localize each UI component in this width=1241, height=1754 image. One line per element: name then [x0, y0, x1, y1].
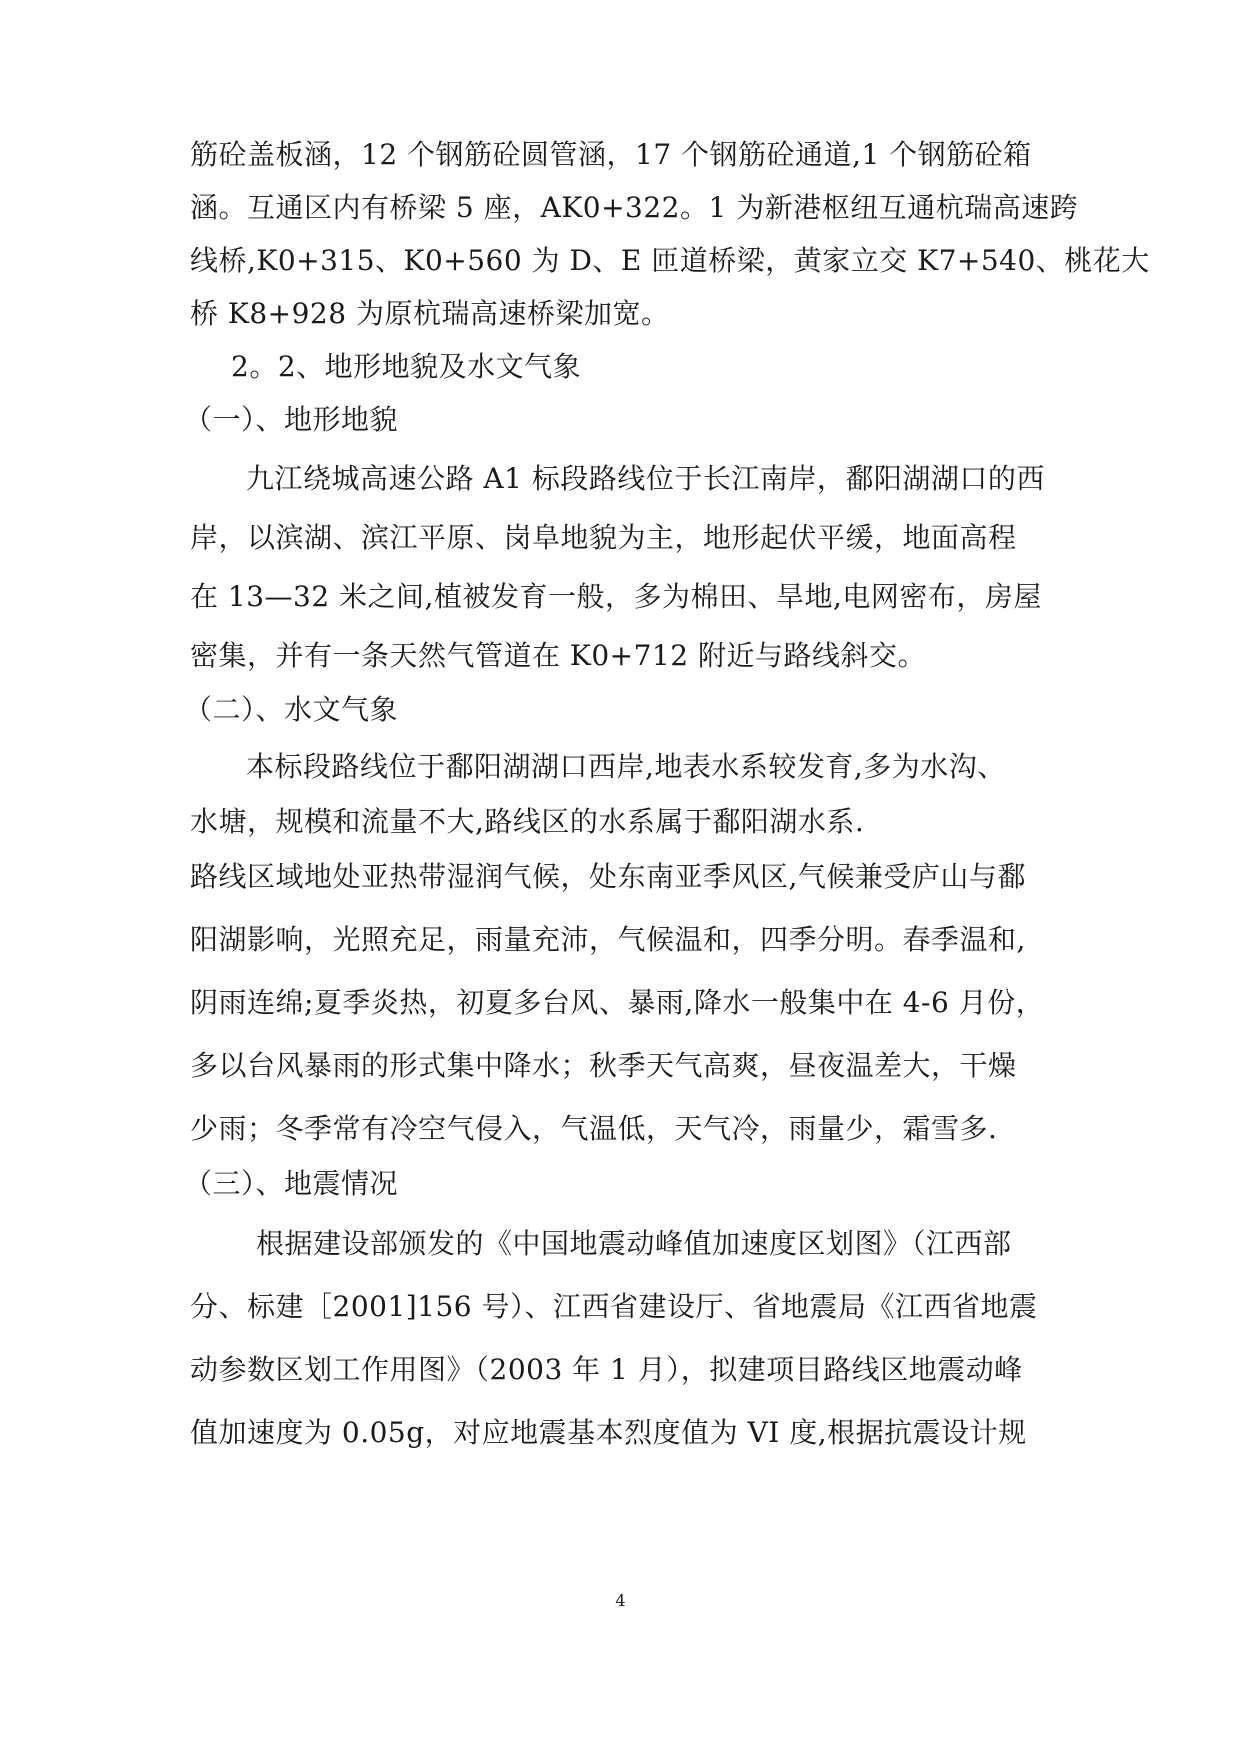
body-text-line: 少雨；冬季常有冷空气侵入，气温低，天气冷，雨量少，霜雪多. [190, 1112, 998, 1145]
body-text-line: 阳湖影响，光照充足，雨量充沛，气候温和，四季分明。春季温和, [190, 923, 1026, 956]
body-text-line: 水塘，规模和流量不大,路线区的水系属于鄱阳湖水系. [190, 805, 865, 838]
body-text-line: 密集，并有一条天然气管道在 K0+712 附近与路线斜交。 [190, 639, 926, 672]
body-text-line: 涵。互通区内有桥梁 5 座，AK0+322。1 为新港枢纽互通杭瑞高速跨 [190, 191, 1079, 224]
subsection-heading: （一）、地形地貌 [184, 403, 399, 436]
body-text-line: 值加速度为 0.05g，对应地震基本烈度值为 VI 度,根据抗震设计规 [190, 1416, 1027, 1449]
body-text-line: 岸，以滨湖、滨江平原、岗阜地貌为主，地形起伏平缓，地面高程 [190, 521, 1017, 554]
subsection-heading: （三）、地震情况 [184, 1167, 399, 1200]
body-text-line: 筋砼盖板涵，12 个钢筋砼圆管涵，17 个钢筋砼通道,1 个钢筋砼箱 [190, 138, 1032, 171]
body-text-line: 桥 K8+928 为原杭瑞高速桥梁加宽。 [190, 297, 670, 330]
subsection-heading: （二）、水文气象 [184, 693, 399, 726]
body-text-line: 分、标建［2001]156 号）、江西省建设厅、省地震局《江西省地震 [190, 1290, 1038, 1323]
body-text-line: 阴雨连绵;夏季炎热，初夏多台风、暴雨,降水一般集中在 4-6 月份， [190, 986, 1045, 1019]
body-text-line: 根据建设部颁发的《中国地震动峰值加速度区划图》（江西部 [256, 1227, 1012, 1260]
body-text-line: 线桥,K0+315、K0+560 为 D、E 匝道桥梁，黄家立交 K7+540、桃花大 [190, 244, 1150, 277]
body-text-line: 动参数区划工作用图》（2003 年 1 月），拟建项目路线区地震动峰 [190, 1353, 1023, 1386]
body-text-line: 九江绕城高速公路 A1 标段路线位于长江南岸，鄱阳湖湖口的西 [246, 462, 1045, 495]
body-text-line: 在 13—32 米之间,植被发育一般，多为棉田、旱地,电网密布，房屋 [190, 580, 1042, 613]
body-text-line: 多以台风暴雨的形式集中降水；秋季天气高爽，昼夜温差大，干燥 [190, 1049, 1017, 1082]
section-heading: 2。2、地形地貌及水文气象 [231, 350, 582, 383]
body-text-line: 路线区域地处亚热带湿润气候，处东南亚季风区,气候兼受庐山与鄱 [190, 860, 1026, 893]
page-number: 4 [615, 1591, 626, 1610]
body-text-line: 本标段路线位于鄱阳湖湖口西岸,地表水系较发育,多为水沟、 [246, 750, 1006, 783]
